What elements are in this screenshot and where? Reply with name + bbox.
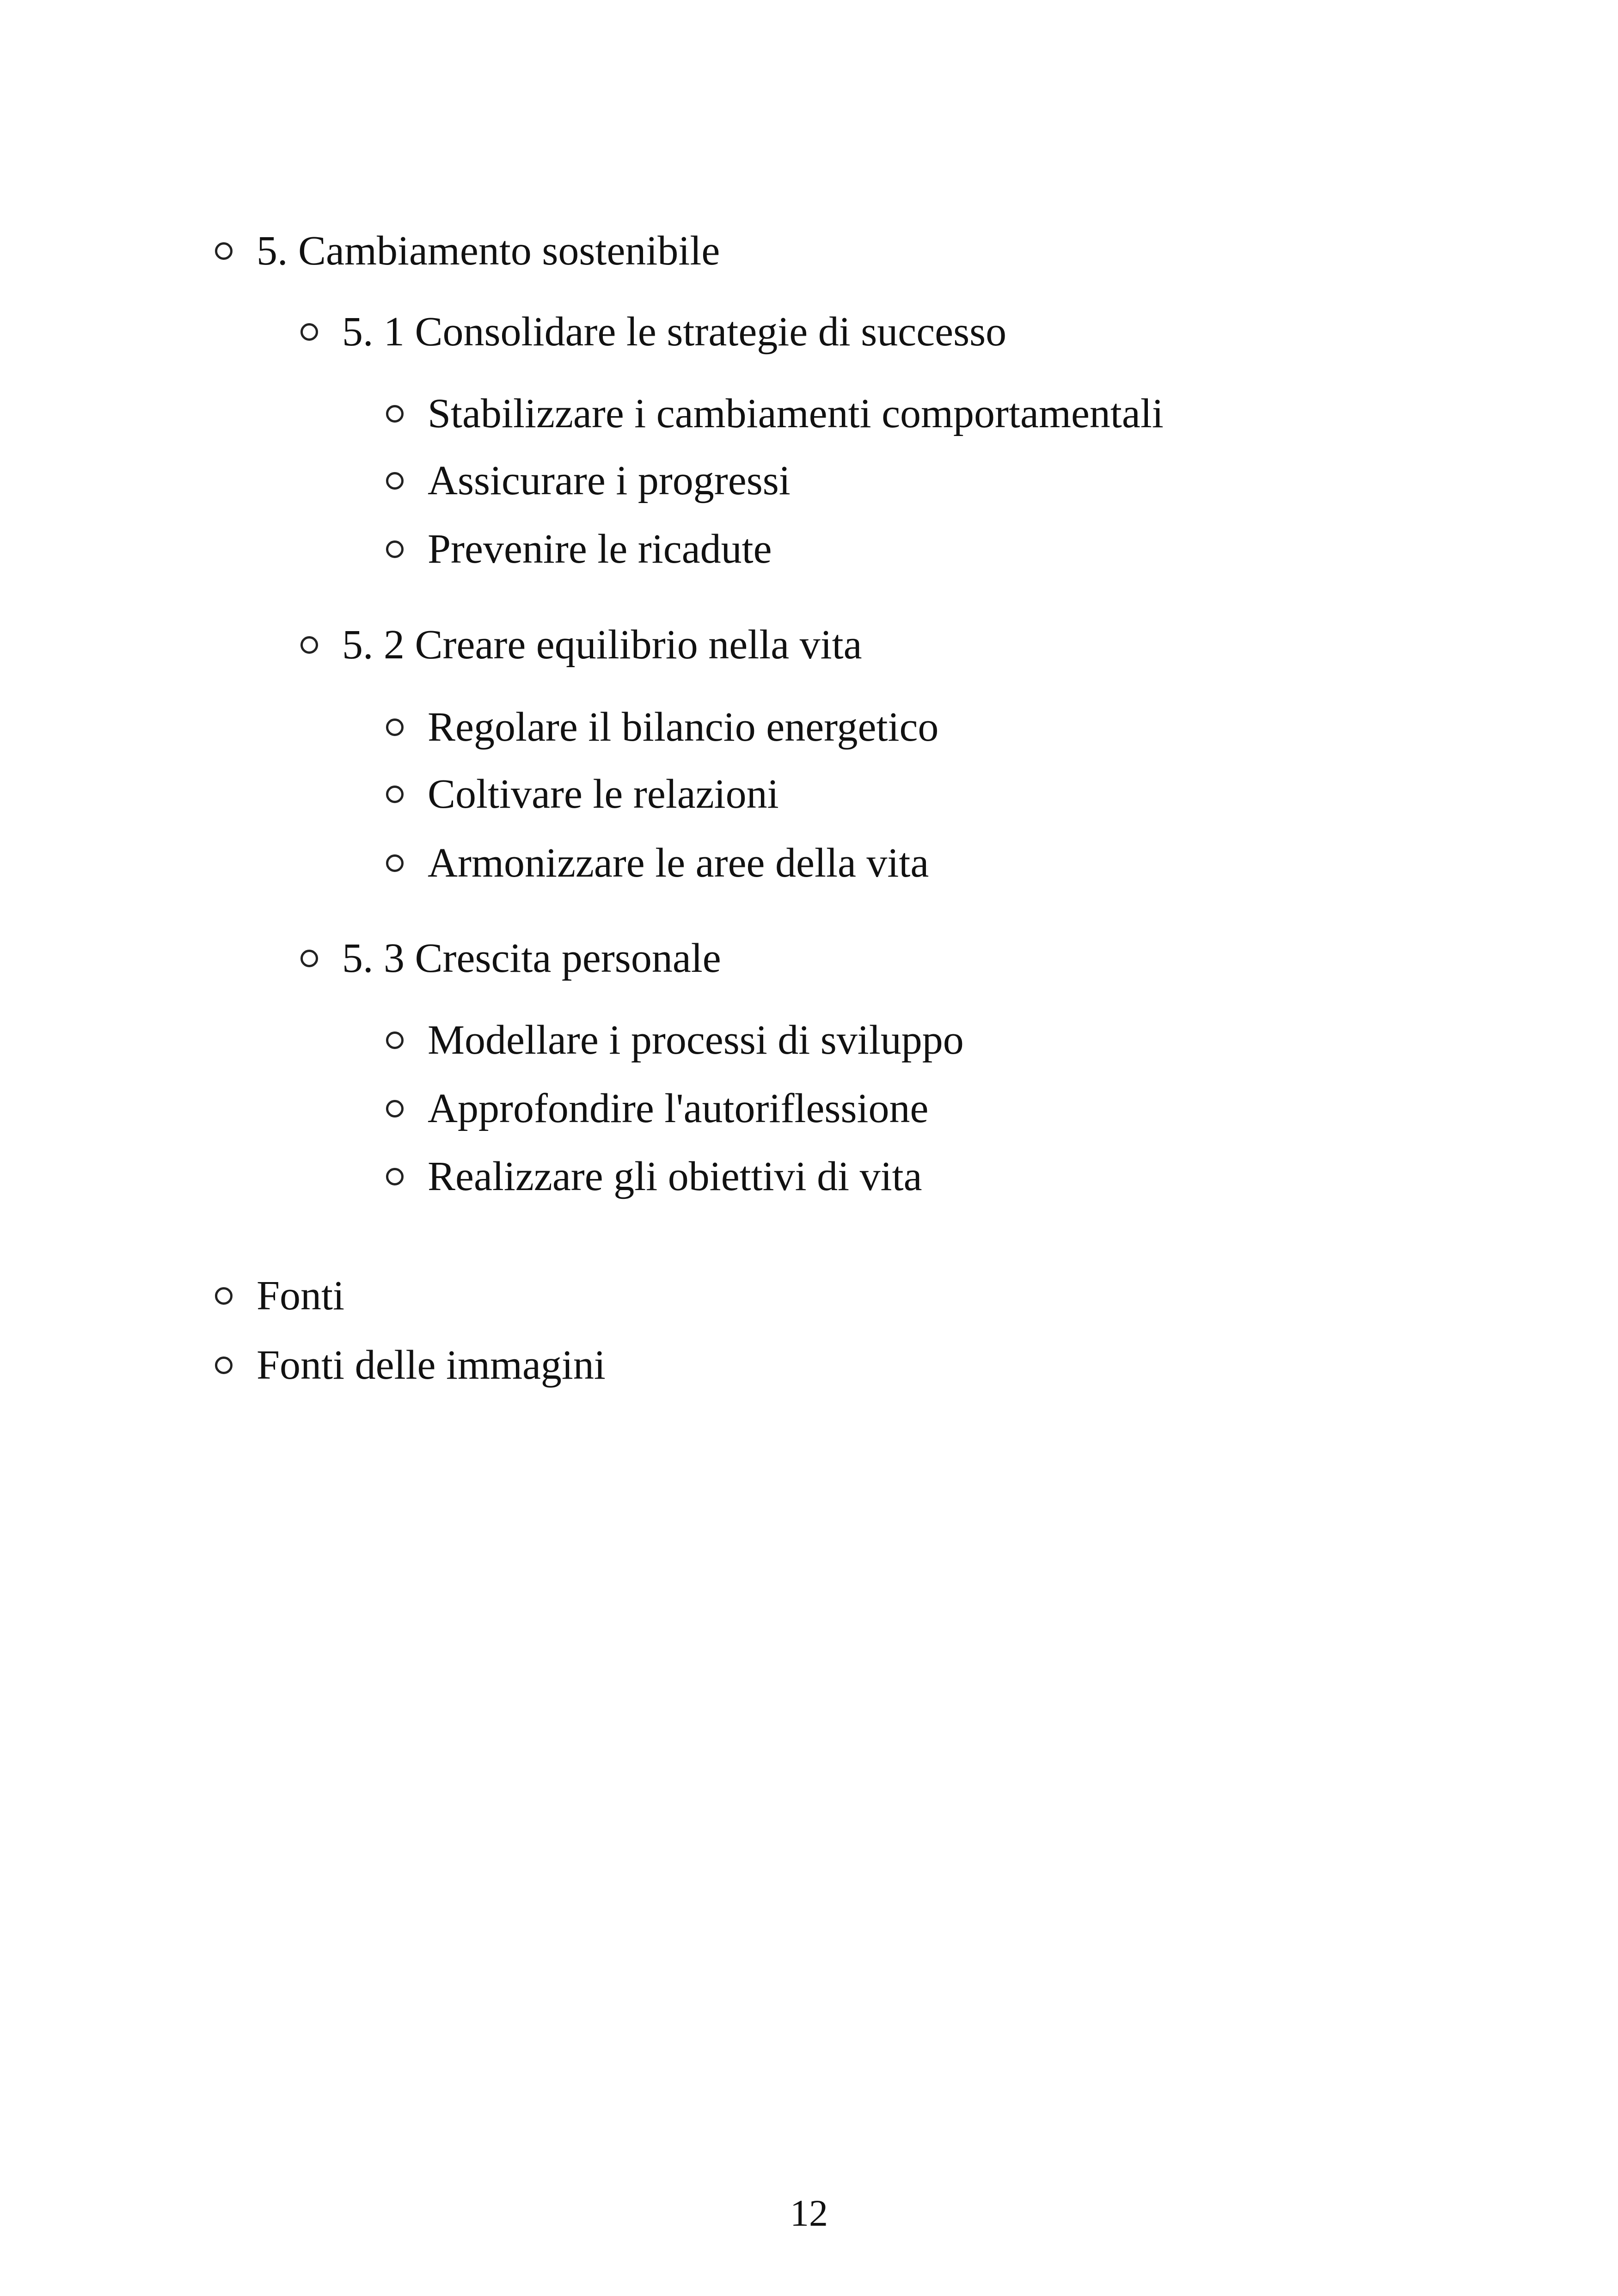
toc-entry-label: Approfondire l'autoriflessione bbox=[428, 1086, 929, 1131]
toc-entry-item[interactable] bbox=[386, 393, 1164, 435]
circle-bullet-icon bbox=[300, 950, 318, 967]
toc-entry-item[interactable] bbox=[386, 1019, 964, 1061]
toc-entry-label: 5. 1 Consolidare le strategie di successo bbox=[342, 309, 1007, 355]
page-number: 12 bbox=[790, 2192, 828, 2234]
circle-bullet-icon bbox=[386, 1100, 404, 1117]
toc-entry-label: Armonizzare le aree della vita bbox=[428, 840, 929, 886]
circle-bullet-icon bbox=[386, 540, 404, 558]
toc-entry-section-5-3[interactable] bbox=[300, 935, 721, 981]
toc-entry-item[interactable] bbox=[386, 771, 779, 817]
circle-bullet-icon bbox=[386, 718, 404, 736]
toc-entry-label: Stabilizzare i cambiamenti comportamentali bbox=[428, 391, 1164, 436]
circle-bullet-icon bbox=[386, 854, 404, 872]
toc-entry-item[interactable] bbox=[386, 842, 929, 884]
toc-entry-label: Regolare il bilancio energetico bbox=[428, 704, 939, 750]
circle-bullet-icon bbox=[386, 786, 404, 803]
circle-bullet-icon bbox=[386, 1168, 404, 1185]
toc-entry-item[interactable] bbox=[386, 706, 938, 748]
toc-entry-section-5[interactable] bbox=[215, 230, 720, 272]
toc-entry-item[interactable] bbox=[386, 528, 772, 570]
toc-entry-label: Modellare i processi di sviluppo bbox=[428, 1017, 964, 1063]
circle-bullet-icon bbox=[386, 1031, 404, 1049]
toc-entry-label: Prevenire le ricadute bbox=[428, 526, 772, 572]
toc-entry-label: 5. 2 Creare equilibrio nella vita bbox=[342, 622, 862, 668]
toc-entry-label: Realizzare gli obiettivi di vita bbox=[428, 1154, 922, 1199]
circle-bullet-icon bbox=[386, 405, 404, 423]
toc-entry-item[interactable] bbox=[386, 1156, 922, 1197]
circle-bullet-icon bbox=[300, 323, 318, 341]
circle-bullet-icon bbox=[386, 472, 404, 490]
toc-entry-sources[interactable] bbox=[215, 1275, 344, 1317]
circle-bullet-icon bbox=[215, 1287, 233, 1305]
toc-entry-label: Assicurare i progressi bbox=[428, 458, 791, 503]
toc-entry-label: 5. Cambiamento sostenibile bbox=[257, 228, 720, 274]
toc-entry-label: Fonti delle immagini bbox=[257, 1342, 606, 1388]
toc-entry-item[interactable] bbox=[386, 1088, 928, 1130]
toc-entry-label: 5. 3 Crescita personale bbox=[342, 935, 721, 981]
circle-bullet-icon bbox=[215, 242, 233, 260]
circle-bullet-icon bbox=[300, 636, 318, 654]
circle-bullet-icon bbox=[215, 1357, 233, 1374]
toc-entry-section-5-1[interactable] bbox=[300, 311, 1006, 353]
toc-entry-label: Coltivare le relazioni bbox=[428, 771, 779, 817]
toc-entry-image-sources[interactable] bbox=[215, 1344, 606, 1386]
toc-entry-section-5-2[interactable] bbox=[300, 624, 862, 666]
toc-entry-item[interactable] bbox=[386, 460, 791, 502]
toc-entry-label: Fonti bbox=[257, 1273, 345, 1319]
